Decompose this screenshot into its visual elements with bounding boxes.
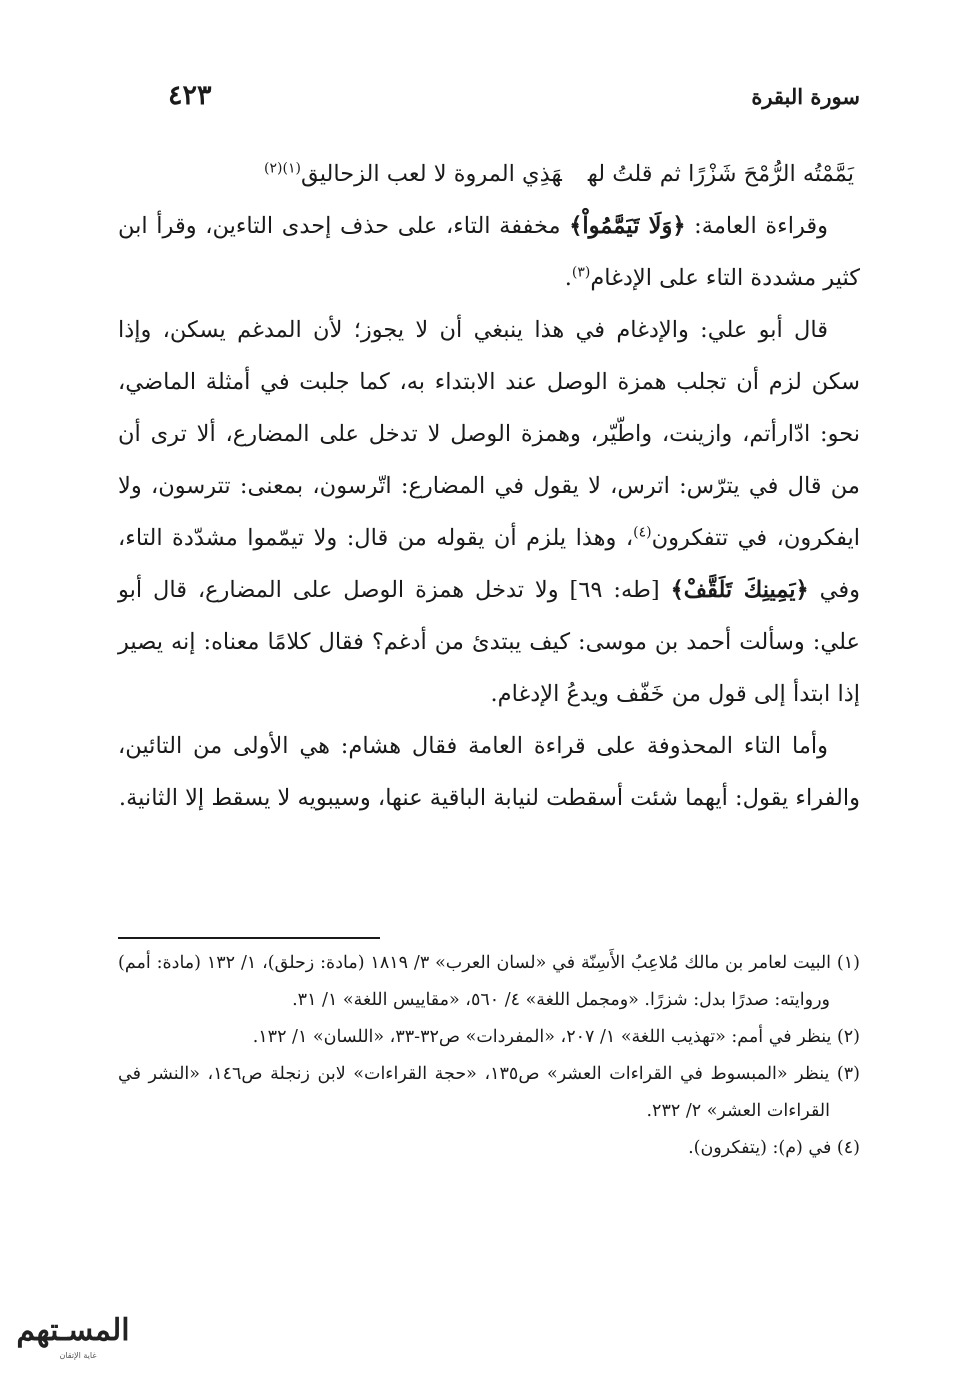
sura-title: سورة البقرة (751, 84, 860, 109)
quran-quote: ﴿يَمِينِكَ تَلَقَّفْ﴾ (670, 577, 809, 603)
logo-small-text: غاية الإتقان (59, 1351, 97, 1360)
paragraph-text: وقراءة العامة: (685, 213, 828, 239)
paragraph-3: وأما التاء المحذوفة على قراءة العامة فقال هشام: هي الأولى من التائين، والفراء يقول: أيهما شئت أسقطت لنيابة الباقية عنها، وسيبويه لا يسقط إلا الثانية. (118, 733, 860, 811)
footnote-1: (١) البيت لعامر بن مالك مُلاعِبُ الأَسِنّة في «لسان العرب» ٣/ ١٨١٩ (مادة: زحلق)، ١/ ١٣٢ (مادة: أمم) وروايته: صدرًا بدل: شزرًا. «ومجمل اللغة» ٤/ ٥٦٠، «مقاييس اللغة» ١/ ٣١. (118, 953, 860, 1010)
book-page (118, 0, 860, 1380)
paragraph-1 (118, 200, 860, 304)
footnote-ref: (٤) (633, 524, 652, 541)
paragraph-text: قال أبو علي: والإدغام في هذا ينبغي أن لا يجوز؛ لأن المدغم يسكن، وإذا سكن لزم أن تجلب همزة الوصل عند الابتداء به، كما جلبت في أمثلة الماضي، نحو: ادّارأتم، وازينت، واطّيّر، وهمزة الوصل لا تدخل على المضارع، ألا ترى أن من قال في يترّس: اترس، لا يقول في المضارع: اتّرسون، بمعنى: تترسون، ولا ايفكرون، في تتفكرون (118, 317, 860, 551)
poetry-verse (118, 148, 860, 200)
footnote-ref: (٣) (571, 264, 591, 281)
logo-main-text: المسـتهم (16, 1313, 130, 1348)
page-header (118, 80, 860, 120)
paragraph-text: [طه: ٦٩] ولا تدخل همزة الوصل على المضارع، قال أبو علي: وسألت أحمد بن موسى: كيف يبتدئ من أدغم؟ فقال كلامًا معناه: إنه يصير إذا ابتدأ إلى قول من خَفّف ويدعُ الإدغام. (118, 577, 860, 707)
footnote-3: (٣) ينظر «المبسوط في القراءات العشر» ص١٣٥، «حجة القراءات» لابن زنجلة ص١٤٦، «النشر في القراءات العشر» ٢/ ٢٣٢. (118, 1064, 860, 1121)
paragraph-text: . (564, 265, 572, 291)
paragraph-text: ، وهذا يلزم أن يقوله من قال: ولا تيمّموا مشدّدة التاء، وفي (118, 525, 860, 603)
quran-quote: ﴿وَلَا تَيَمَّمُواْ﴾ (569, 213, 686, 239)
footnote-ref: (١)(٢) (264, 160, 301, 177)
footnote-2: (٢) ينظر في أمم: «تهذيب اللغة» ١/ ٢٠٧، «المفردات» ص٣٢-٣٣، «اللسان» ١/ ١٣٢. (252, 1027, 860, 1047)
verse-second-hemistich: هَذِي المروة لا لعب الزحاليق (300, 161, 562, 187)
paragraph-text: مخففة التاء، على حذف إحدى التاءين، وقرأ ابن كثير مشددة التاء على الإدغام (118, 213, 860, 291)
publisher-logo (8, 1298, 138, 1368)
footnotes (118, 945, 860, 1167)
paragraph-2 (118, 304, 860, 720)
page-number: ٤٢٣ (168, 80, 212, 111)
main-text (118, 148, 860, 824)
footnote-separator (118, 937, 380, 939)
verse-first-hemistich: يَمَّمْتُه الرُّمْحَ شَزْرًا ثم قلتُ له (587, 161, 854, 187)
footnote-4: (٤) في (م): (يتفكرون). (688, 1138, 860, 1158)
